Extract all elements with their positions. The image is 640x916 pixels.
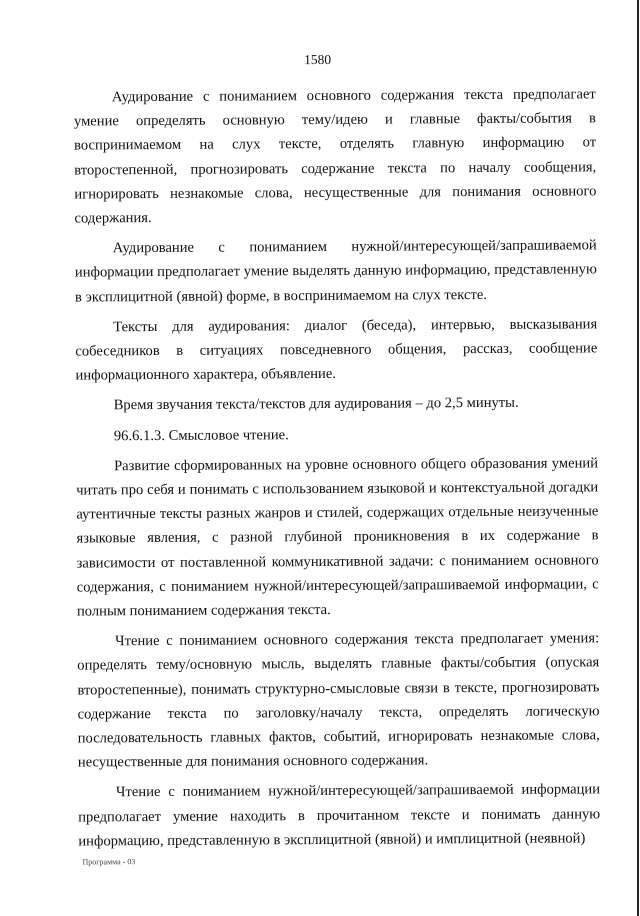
paragraph-listening-duration: Время звучания текста/текстов для аудирования – до 2,5 минуты. bbox=[113, 395, 519, 414]
document-body bbox=[74, 82, 601, 853]
paragraph-listening-specific-info: Аудирование с пониманием нужной/интересующей/запрашиваемой информации предполагает умение выделять данную информацию, представленную в эксплицитной (явной) форме, в воспринимаемом на слух тексте. bbox=[74, 237, 597, 306]
paragraph-reading-development: Развитие сформированных на уровне основного общего образования умений читать про себя и понимать с использованием языковой и контекстуальной догадки аутентичные тексты разных жанров и стилей, содержащих отдельные неизученные языковые явления, с разной глубиной проникновения в их содержание в зависимости от поставленной коммуникативной задачи: с пониманием основного содержания, с пониманием нужной/интересующей/запрашиваемой информации, с полным пониманием содержания текста. bbox=[76, 455, 599, 620]
paragraph-reading-main-content: Чтение с пониманием основного содержания текста предполагает умения: определять тему/основную мысль, выделять главные факты/события (опуская второстепенные), понимать структурно-смысловые связи в тексте, прогнозировать содержание текста по заголовку/началу текста, определять логическую последовательность главных фактов, событий, игнорировать незнакомые слова, несущественные для понимания основного содержания. bbox=[77, 630, 600, 771]
paragraph-listening-texts: Тексты для аудирования: диалог (беседа), интервью, высказывания собеседников в ситуациях повседневного общения, рассказ, сообщение информационного характера, объявление. bbox=[75, 316, 598, 384]
section-heading-reading: 96.6.1.3. Смысловое чтение. bbox=[113, 426, 289, 444]
paragraph-reading-specific-info: Чтение с пониманием нужной/интересующей/запрашиваемой информации предполагает умение находить в прочитанном тексте и понимать данную информацию, представленную в эксплицитной (явной) и имплицитной (неявной) bbox=[78, 781, 601, 850]
paragraph-listening-main-content: Аудирование с пониманием основного содержания текста предполагает умение определять основную тему/идею и главные факты/события в воспринимаемом на слух тексте, отделять главную информацию от второстепенной, прогнозировать содержание текста по началу сообщения, игнорировать незнакомые слова, несущественные для понимания основного содержания. bbox=[73, 86, 597, 227]
scan-edge-line bbox=[637, 0, 639, 916]
page-number: 1580 bbox=[304, 51, 332, 68]
footer-label: Программа - 03 bbox=[82, 857, 136, 867]
